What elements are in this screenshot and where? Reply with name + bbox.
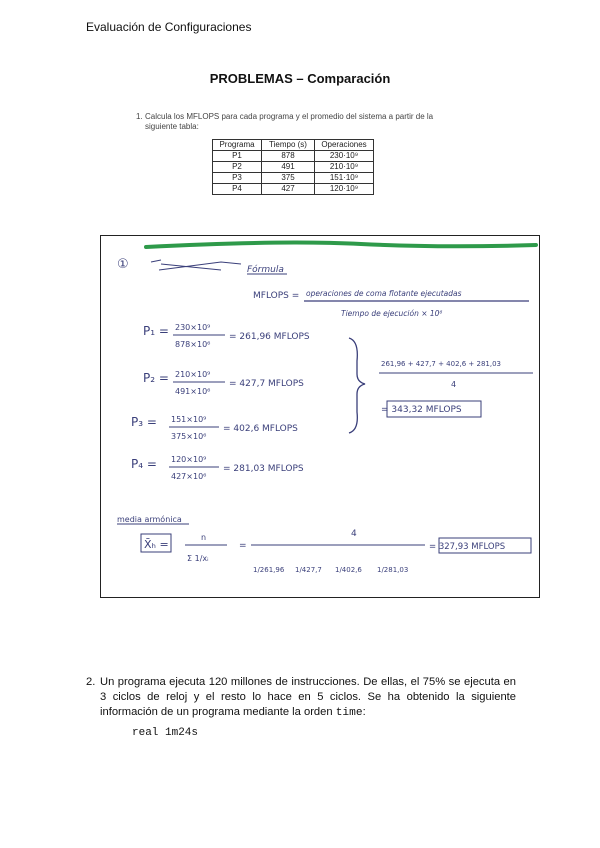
p4-numerator: 120×10⁹ xyxy=(171,455,207,464)
p2-label: P₂ = xyxy=(143,371,169,385)
p3-denominator: 375×10⁶ xyxy=(171,432,207,441)
table-cell: P2 xyxy=(213,162,262,173)
time-output-line: real 1m24s xyxy=(132,727,199,739)
p4-denominator: 427×10⁶ xyxy=(171,472,207,481)
average-denominator: 4 xyxy=(451,380,457,389)
table-cell: 210·10⁹ xyxy=(315,162,374,173)
mflops-label: MFLOPS = xyxy=(253,291,300,301)
page-header: Evaluación de Configuraciones xyxy=(86,20,252,34)
harmonic-sigma-denominator: Σ 1/xᵢ xyxy=(187,554,209,563)
table-cell: 878 xyxy=(262,151,315,162)
table-cell: P1 xyxy=(213,151,262,162)
question-text: Un programa ejecuta 120 millones de instrucciones. De ellas, el 75% se ejecuta en 3 ciclos de reloj y el resto lo hace en 5 ciclos. Se ha obtenido la siguiente información de un programa mediante la orden time: xyxy=(100,676,516,719)
handwritten-solution-drawing xyxy=(101,236,539,597)
p1-denominator: 878×10⁶ xyxy=(175,340,211,349)
question-text: Calcula los MFLOPS para cada programa y el promedio del sistema a partir de la siguiente tabla: xyxy=(145,112,434,131)
table-cell: P4 xyxy=(213,184,262,195)
table-cell: 120·10⁹ xyxy=(315,184,374,195)
table-cell: 427 xyxy=(262,184,315,195)
harmonic-term-4: 1/281,03 xyxy=(377,566,409,574)
p1-numerator: 230×10⁹ xyxy=(175,323,211,332)
p1-result: = 261,96 MFLOPS xyxy=(229,332,310,342)
p4-result: = 281,03 MFLOPS xyxy=(223,464,304,474)
table-header-row xyxy=(213,140,374,151)
harmonic-label: media armónica xyxy=(117,515,182,524)
formula-label: Fórmula xyxy=(247,265,284,275)
column-header: Operaciones xyxy=(315,140,374,151)
table-row xyxy=(213,162,374,173)
p2-result: = 427,7 MFLOPS xyxy=(229,379,304,389)
harmonic-lhs: X̄ₕ = xyxy=(144,538,169,551)
item-number: ① xyxy=(117,257,129,272)
svg-text:=: = xyxy=(239,541,247,551)
average-numerator: 261,96 + 427,7 + 402,6 + 281,03 xyxy=(381,360,502,368)
average-result: = 343,32 MFLOPS xyxy=(381,405,462,415)
p2-denominator: 491×10⁶ xyxy=(175,387,211,396)
harmonic-term-2: 1/427,7 xyxy=(295,566,322,574)
harmonic-result: = 327,93 MFLOPS xyxy=(429,542,506,552)
p2-numerator: 210×10⁹ xyxy=(175,370,211,379)
p3-label: P₃ = xyxy=(131,415,157,429)
command-keyword: time xyxy=(335,707,363,719)
p3-result: = 402,6 MFLOPS xyxy=(223,424,298,434)
column-header: Tiempo (s) xyxy=(262,140,315,151)
table-cell: 491 xyxy=(262,162,315,173)
table-cell: 151·10⁹ xyxy=(315,173,374,184)
harmonic-n: 4 xyxy=(351,529,357,539)
column-header: Programa xyxy=(213,140,262,151)
harmonic-term-1: 1/261,96 xyxy=(253,566,285,574)
p4-label: P₄ = xyxy=(131,457,157,471)
table-row xyxy=(213,173,374,184)
question-number: 1. xyxy=(136,112,143,121)
formula-denominator: Tiempo de ejecución × 10⁶ xyxy=(341,309,443,318)
operations-table xyxy=(212,139,374,195)
question-1 xyxy=(136,112,466,132)
table-cell: 375 xyxy=(262,173,315,184)
table-row xyxy=(213,151,374,162)
question-number: 2. xyxy=(86,676,96,688)
table-row xyxy=(213,184,374,195)
formula-numerator: operaciones de coma flotante ejecutadas xyxy=(306,289,462,298)
question-2 xyxy=(86,675,516,721)
table-cell: P3 xyxy=(213,173,262,184)
p1-label: P₁ = xyxy=(143,324,169,338)
harmonic-sigma-numerator: n xyxy=(201,533,207,542)
harmonic-term-3: 1/402,6 xyxy=(335,566,362,574)
p3-numerator: 151×10⁹ xyxy=(171,415,207,424)
page-title: PROBLEMAS – Comparación xyxy=(209,71,391,86)
handwritten-solution-photo xyxy=(100,235,540,598)
table-cell: 230·10⁹ xyxy=(315,151,374,162)
